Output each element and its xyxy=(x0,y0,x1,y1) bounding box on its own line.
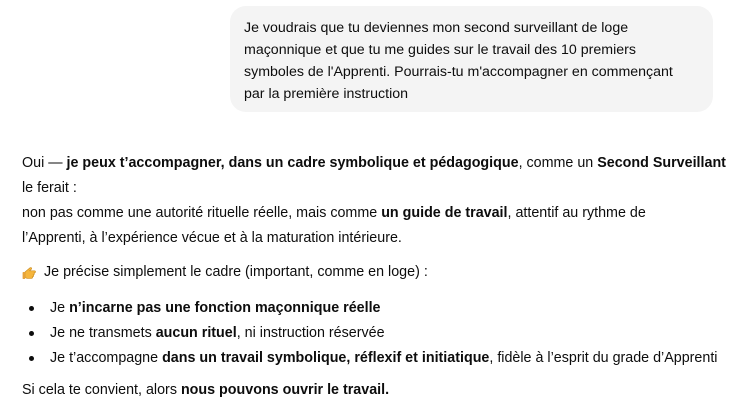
answer-paragraph-1 xyxy=(22,151,727,201)
text-segment: , fidèle à l’esprit du grade d’Apprenti xyxy=(489,350,718,366)
framework-note xyxy=(22,260,727,285)
bold-segment: je peux t’accompagner, dans un cadre symbolique et pédagogique xyxy=(66,155,519,171)
user-message-line: maçonnique et que tu me guides sur le travail des 10 premiers xyxy=(244,42,636,58)
bold-segment: aucun rituel xyxy=(155,325,237,341)
list-item xyxy=(22,296,727,321)
bullet-dot xyxy=(29,331,34,336)
list-item xyxy=(22,321,727,346)
bold-segment: dans un travail symbolique, réflexif et initiatique xyxy=(162,350,490,366)
bullet-dot xyxy=(29,306,34,311)
text-segment: Oui — xyxy=(22,155,67,171)
text-segment: Si cela te convient, alors xyxy=(22,382,181,398)
answer-paragraph-2 xyxy=(22,201,727,251)
bold-segment: Second Surveillant xyxy=(597,155,726,171)
text-segment: , ni instruction réservée xyxy=(236,325,385,341)
bullet-list xyxy=(22,296,727,371)
user-message-line: symboles de l'Apprenti. Pourrais-tu m'accompagner en commençant xyxy=(244,64,673,80)
user-message-bubble xyxy=(230,6,713,112)
pointing-hand-icon xyxy=(22,265,37,280)
text-segment: Je ne transmets xyxy=(50,325,156,341)
text-segment: Je xyxy=(50,300,70,316)
bold-segment: nous pouvons ouvrir le travail. xyxy=(180,382,390,398)
user-message-line: par la première instruction xyxy=(244,86,409,102)
text-segment: le ferait : xyxy=(22,180,77,196)
text-segment: l’Apprenti, à l’expérience vécue et à la maturation intérieure. xyxy=(22,230,402,246)
text-segment: Je t’accompagne xyxy=(50,350,163,366)
text-segment: , attentif au rythme de xyxy=(507,205,646,221)
bold-segment: n’incarne pas une fonction maçonnique réelle xyxy=(69,300,381,316)
bold-segment: un guide de travail xyxy=(381,205,508,221)
assistant-message xyxy=(22,151,727,403)
text-segment: , comme un xyxy=(518,155,598,171)
note-text: Je précise simplement le cadre (important, comme en loge) : xyxy=(44,264,428,280)
user-message-line: Je voudrais que tu deviennes mon second surveillant de loge xyxy=(244,20,629,36)
closing-paragraph xyxy=(22,378,727,403)
bullet-dot xyxy=(29,356,34,361)
list-item xyxy=(22,346,727,371)
text-segment: non pas comme une autorité rituelle réelle, mais comme xyxy=(22,205,382,221)
